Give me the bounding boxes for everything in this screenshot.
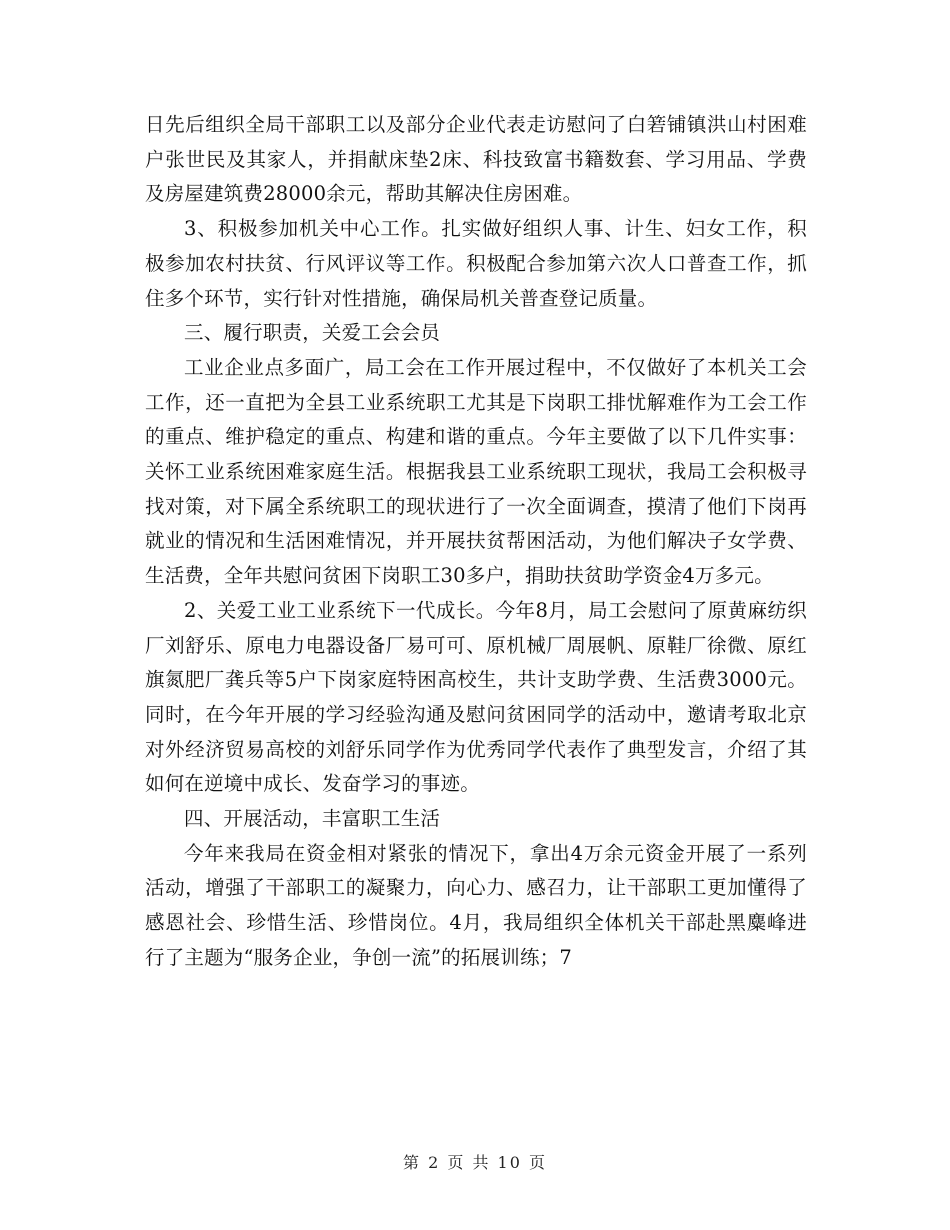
paragraph-7: 今年来我局在资金相对紧张的情况下，拿出4万余元资金开展了一系列活动，增强了干部职工的凝聚力，向心力、感召力，让干部职工更加懂得了感恩社会、珍惜生活、珍惜岗位。4月，我局组织全体机关干部赴黑麋峰进行了主题为“服务企业，争创一流”的拓展训练；7 [145,841,807,969]
section-heading-4: 四、开展活动，丰富职工生活 [184,807,441,831]
paragraph-1: 日先后组织全局干部职工以及部分企业代表走访慰问了白箬铺镇洪山村困难户张世民及其家人，并捐献床垫2床、科技致富书籍数套、学习用品、学费及房屋建筑费28000余元，帮助其解决住房困难。 [145,113,807,206]
paragraph-5: 2、关爱工业工业系统下一代成长。今年8月，局工会慰问了原黄麻纺织厂刘舒乐、原电力电器设备厂易可可、原机械厂周展帆、原鞋厂徐微、原红旗氮肥厂龚兵等5户下岗家庭特困高校生，共计支助学费、生活费3000元。同时，在今年开展的学习经验沟通及慰问贫困同学的活动中，邀请考取北京对外经济贸易高校的刘舒乐同学作为优秀同学代表作了典型发言，介绍了其如何在逆境中成长、发奋学习的事迹。 [145,598,807,796]
paragraph-4: 工业企业点多面广，局工会在工作开展过程中，不仅做好了本机关工会工作，还一直把为全县工业系统职工尤其是下岗职工排忧解难作为工会工作的重点、维护稳定的重点、构建和谐的重点。今年主要做了以下几件实事：关怀工业系统困难家庭生活。根据我县工业系统职工现状，我局工会积极寻找对策，对下属全系统职工的现状进行了一次全面调查，摸清了他们下岗再就业的情况和生活困难情况，并开展扶贫帮困活动，为他们解决子女学费、生活费，全年共慰问贫困下岗职工30多户，捐助扶贫助学资金4万多元。 [145,355,807,588]
page-number-footer: 第 2 页 共 10 页 [403,1153,547,1172]
paragraph-2: 3、积极参加机关中心工作。扎实做好组织人事、计生、妇女工作，积极参加农村扶贫、行风评议等工作。积极配合参加第六次人口普查工作，抓住多个环节，实行针对性措施，确保局机关普查登记质量。 [145,217,807,310]
document-body [145,108,807,976]
section-heading-3: 三、履行职责，关爱工会会员 [184,321,441,345]
